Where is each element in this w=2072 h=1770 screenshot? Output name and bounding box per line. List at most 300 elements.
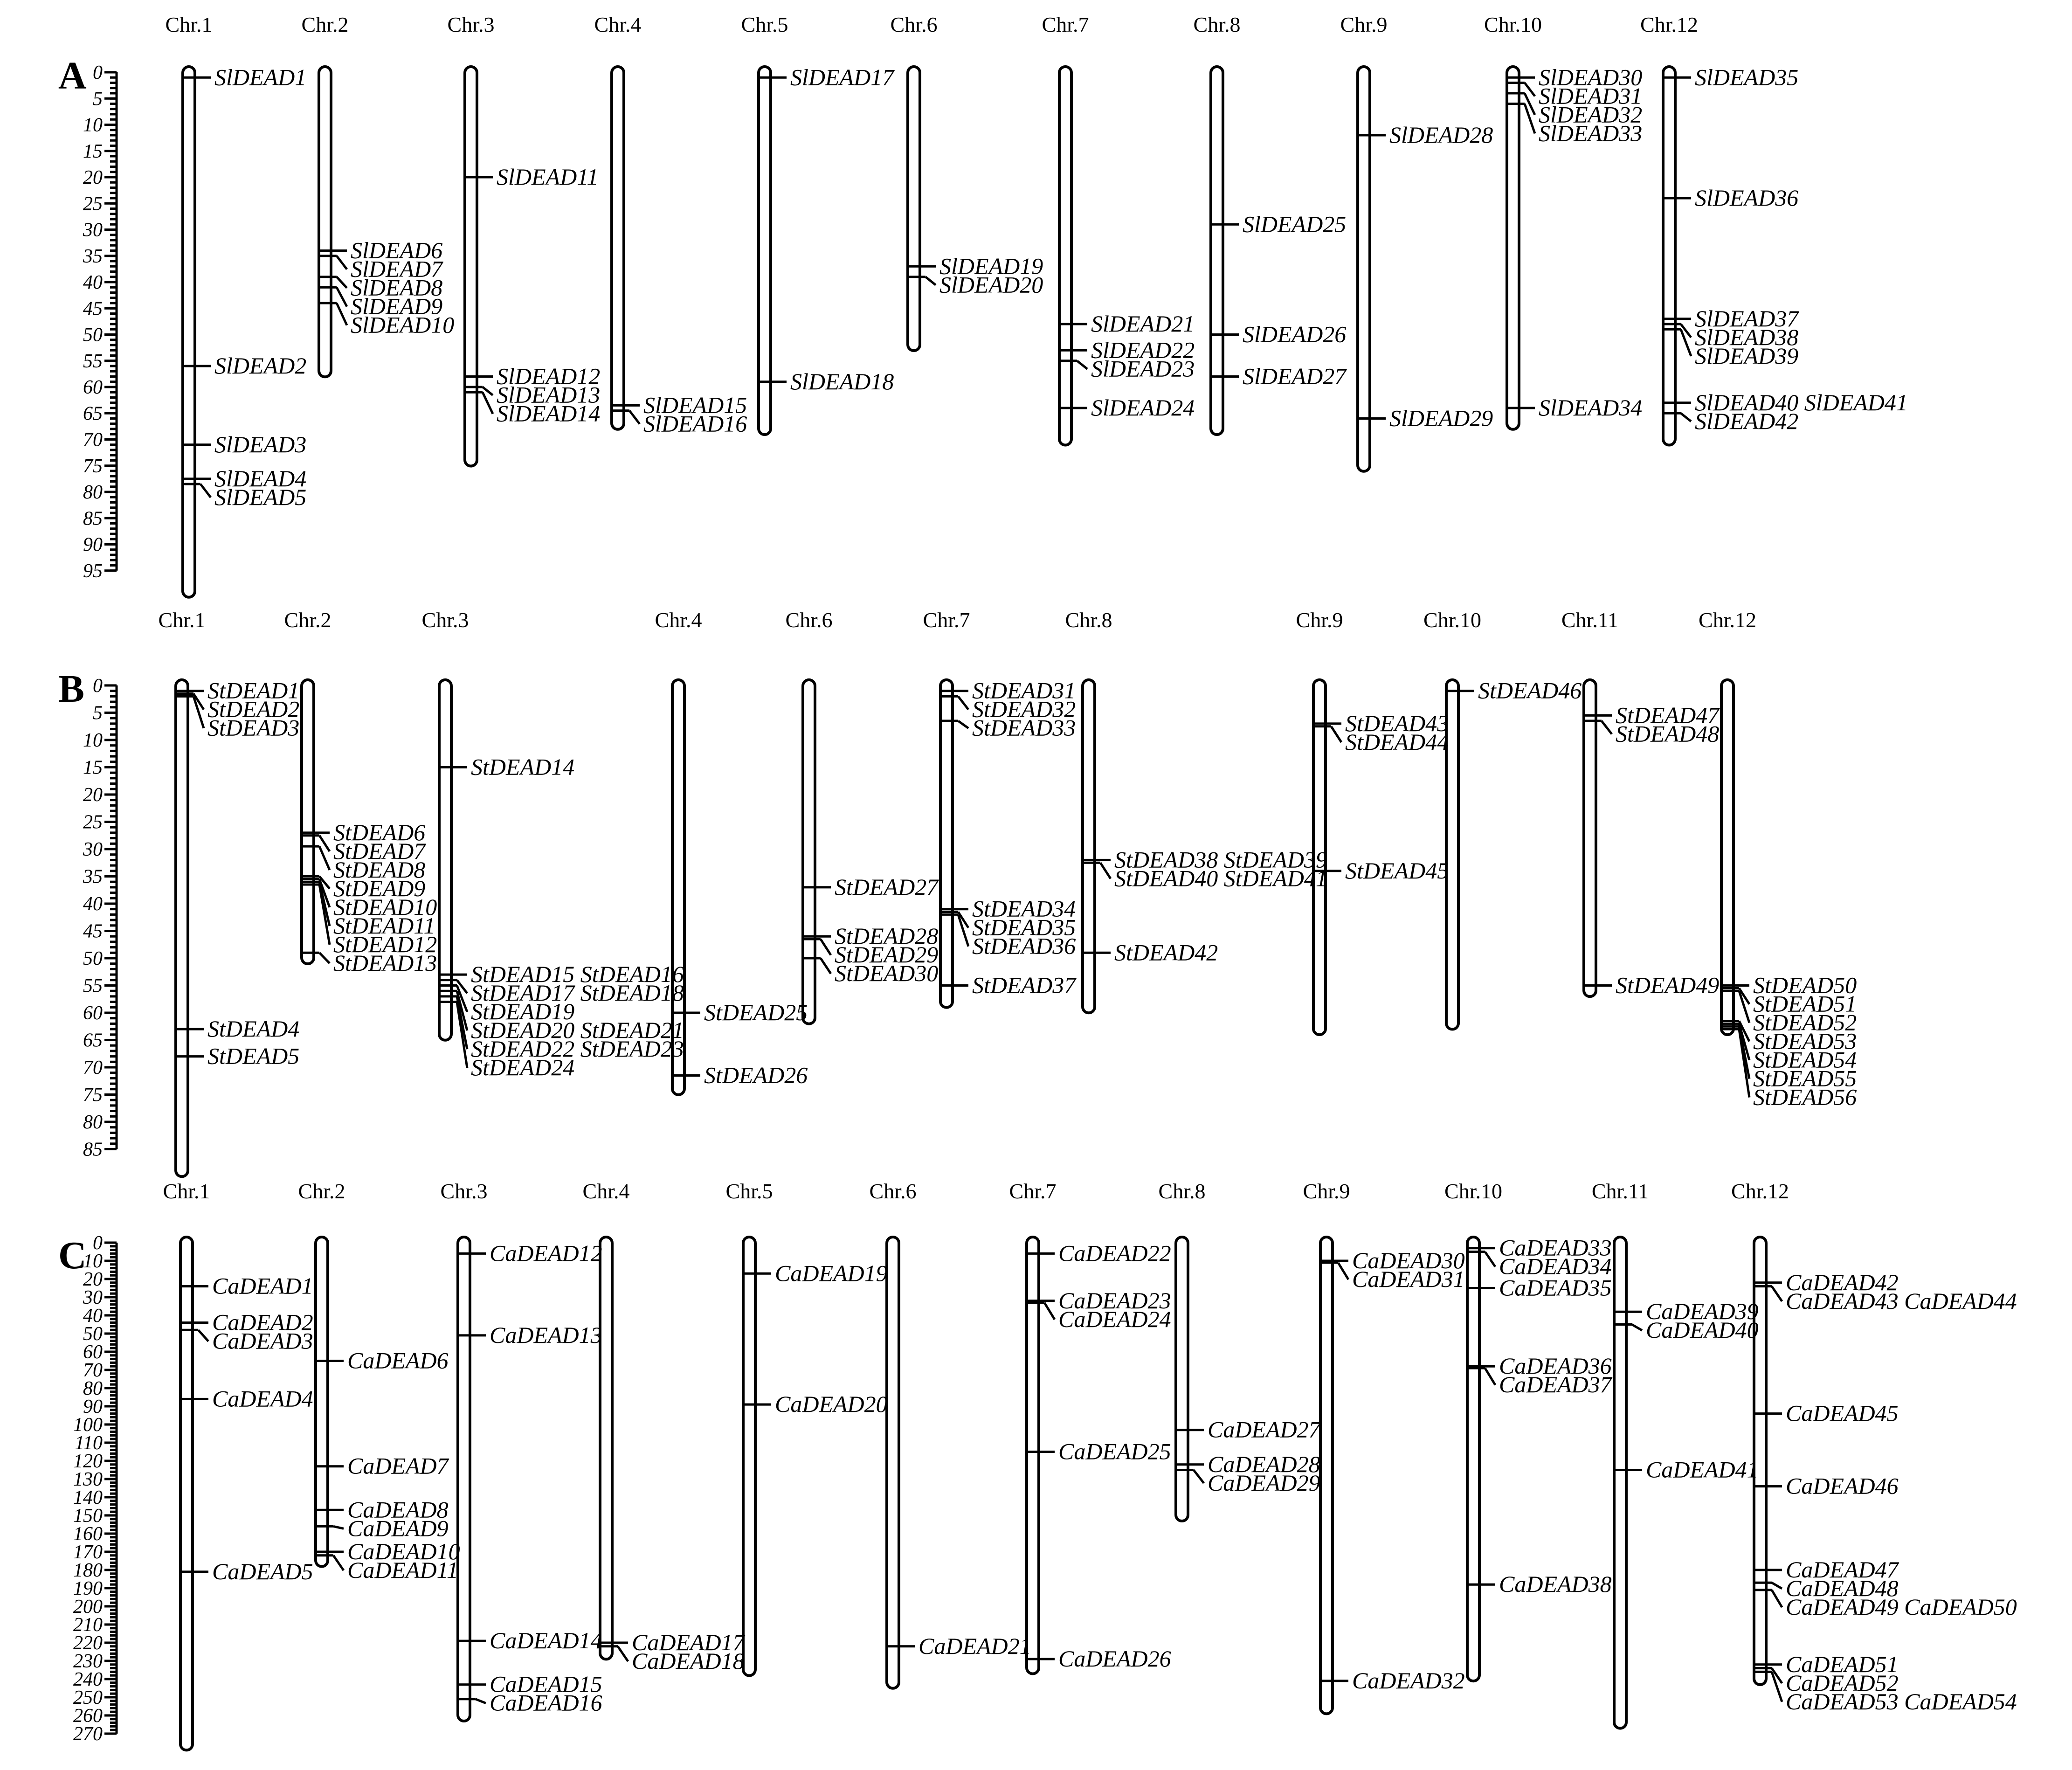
gene-marker bbox=[316, 1556, 458, 1583]
scale-tick-label: 80 bbox=[83, 1112, 103, 1133]
gene-label: SlDEAD30 bbox=[1539, 64, 1643, 90]
scale-tick-label: 120 bbox=[73, 1451, 103, 1472]
gene-label: SlDEAD7 bbox=[351, 256, 443, 282]
gene-leader-line bbox=[1485, 1252, 1495, 1267]
gene-label: StDEAD49 bbox=[1616, 972, 1720, 998]
gene-label: CaDEAD22 bbox=[1058, 1240, 1171, 1266]
gene-label: SlDEAD27 bbox=[1243, 363, 1347, 389]
gene-label: SlDEAD14 bbox=[497, 400, 601, 427]
gene-label: StDEAD46 bbox=[1478, 677, 1582, 704]
gene-label: SlDEAD13 bbox=[497, 381, 601, 408]
scale-tick-label: 90 bbox=[83, 1396, 103, 1417]
scale-tick-label: 10 bbox=[83, 1251, 103, 1272]
gene-marker bbox=[1614, 1317, 1759, 1343]
chromosome-bar bbox=[1176, 1237, 1188, 1521]
gene-label: StDEAD11 bbox=[333, 912, 435, 939]
gene-label: CaDEAD17 bbox=[632, 1629, 745, 1655]
gene-label: StDEAD34 bbox=[972, 895, 1076, 922]
chromosome-bar bbox=[908, 67, 920, 351]
gene-label: StDEAD50 bbox=[1753, 972, 1857, 998]
gene-label: CaDEAD48 bbox=[1786, 1575, 1899, 1601]
gene-leader-line bbox=[476, 1699, 486, 1703]
gene-leader-line bbox=[319, 953, 330, 963]
gene-label: CaDEAD43 CaDEAD44 bbox=[1786, 1287, 2017, 1314]
gene-label: StDEAD17 StDEAD18 bbox=[471, 980, 684, 1006]
gene-label: CaDEAD13 bbox=[490, 1321, 602, 1348]
gene-label: SlDEAD3 bbox=[214, 431, 307, 457]
scale-tick-label: 55 bbox=[83, 350, 103, 372]
chromosome-bar bbox=[176, 680, 188, 1176]
scale-tick-label: 5 bbox=[93, 88, 103, 110]
gene-label: SlDEAD8 bbox=[351, 274, 443, 301]
chromosome-bar bbox=[316, 1237, 328, 1567]
gene-label: StDEAD7 bbox=[333, 837, 426, 864]
scale-tick-label: 70 bbox=[83, 1057, 103, 1079]
gene-label: StDEAD45 bbox=[1345, 857, 1449, 884]
gene-marker bbox=[465, 164, 598, 190]
gene-marker bbox=[1027, 1303, 1171, 1332]
scale-tick-label: 0 bbox=[93, 675, 103, 697]
gene-label: CaDEAD15 bbox=[490, 1671, 602, 1697]
gene-label: StDEAD2 bbox=[207, 696, 300, 722]
gene-label: StDEAD48 bbox=[1616, 720, 1720, 747]
scale-tick-label: 30 bbox=[83, 839, 103, 860]
scale-tick-label: 0 bbox=[93, 62, 103, 83]
gene-label: CaDEAD36 bbox=[1499, 1353, 1612, 1379]
gene-label: SlDEAD19 bbox=[939, 253, 1043, 279]
gene-label: StDEAD4 bbox=[207, 1016, 300, 1042]
chromosome-chr1 bbox=[166, 13, 307, 597]
chromosome-chr8 bbox=[1065, 608, 1327, 1013]
chromosome-bar bbox=[1358, 67, 1370, 471]
gene-label: SlDEAD12 bbox=[497, 363, 601, 389]
gene-label: CaDEAD39 bbox=[1646, 1298, 1759, 1325]
gene-label: StDEAD53 bbox=[1753, 1028, 1857, 1054]
scale-tick-label: 220 bbox=[73, 1632, 103, 1654]
gene-marker bbox=[183, 353, 306, 379]
chromosome-chr12 bbox=[1640, 13, 1908, 445]
gene-label: CaDEAD14 bbox=[490, 1627, 602, 1654]
gene-marker bbox=[743, 1260, 888, 1286]
gene-leader-line bbox=[198, 1330, 208, 1341]
gene-label: CaDEAD33 bbox=[1499, 1234, 1612, 1261]
chromosome-chr3 bbox=[441, 1179, 602, 1721]
scale-tick-label: 150 bbox=[73, 1505, 103, 1527]
gene-label: StDEAD44 bbox=[1345, 728, 1449, 755]
gene-label: SlDEAD9 bbox=[351, 293, 443, 319]
gene-label: StDEAD33 bbox=[972, 714, 1076, 741]
gene-label: StDEAD52 bbox=[1753, 1009, 1857, 1036]
gene-label: StDEAD25 bbox=[704, 999, 808, 1025]
gene-label: StDEAD54 bbox=[1753, 1046, 1857, 1073]
chromosome-label: Chr.3 bbox=[421, 608, 469, 632]
gene-label: StDEAD14 bbox=[471, 754, 575, 780]
gene-label: SlDEAD16 bbox=[643, 410, 747, 437]
scale-tick-label: 85 bbox=[83, 1139, 103, 1161]
gene-label: CaDEAD52 bbox=[1786, 1669, 1899, 1696]
gene-label: CaDEAD23 bbox=[1058, 1287, 1171, 1314]
chromosome-chr2 bbox=[284, 608, 437, 976]
gene-marker bbox=[759, 64, 895, 90]
chromosome-label: Chr.9 bbox=[1340, 13, 1388, 36]
gene-leader-line bbox=[1602, 721, 1612, 734]
chromosome-bar bbox=[1083, 680, 1095, 1013]
gene-label: SlDEAD42 bbox=[1695, 408, 1799, 434]
gene-marker bbox=[759, 368, 894, 394]
gene-label: StDEAD55 bbox=[1753, 1065, 1857, 1092]
gene-label: StDEAD36 bbox=[972, 933, 1076, 959]
chromosome-label: Chr.12 bbox=[1699, 608, 1756, 632]
gene-label: StDEAD9 bbox=[333, 875, 426, 901]
gene-leader-line bbox=[200, 484, 211, 498]
gene-marker bbox=[302, 950, 437, 976]
chromosome-chr10 bbox=[1444, 1179, 1613, 1681]
chromosome-chr6 bbox=[891, 13, 1043, 351]
chromosome-chr3 bbox=[422, 608, 684, 1080]
gene-label: CaDEAD18 bbox=[632, 1648, 745, 1674]
gene-marker bbox=[183, 431, 306, 457]
chromosome-chr8 bbox=[1194, 13, 1347, 435]
chromosome-chr11 bbox=[1561, 608, 1720, 998]
gene-label: CaDEAD12 bbox=[490, 1240, 602, 1266]
gene-marker bbox=[1320, 1667, 1465, 1694]
scale-tick-label: 60 bbox=[83, 1341, 103, 1363]
gene-label: SlDEAD4 bbox=[214, 465, 307, 491]
gene-marker bbox=[183, 64, 306, 90]
gene-leader-line bbox=[1525, 104, 1535, 134]
gene-label: CaDEAD41 bbox=[1646, 1456, 1759, 1483]
gene-marker bbox=[1754, 1400, 1899, 1426]
chromosome-label: Chr.10 bbox=[1444, 1179, 1502, 1203]
chromosome-chr4 bbox=[594, 13, 747, 436]
gene-marker bbox=[803, 958, 938, 986]
scale-bar bbox=[83, 675, 117, 1161]
gene-marker bbox=[1467, 1571, 1612, 1597]
gene-label: CaDEAD35 bbox=[1499, 1274, 1612, 1301]
scale-tick-label: 140 bbox=[73, 1487, 103, 1508]
gene-leader-line bbox=[1100, 863, 1111, 878]
gene-marker bbox=[1663, 408, 1798, 434]
gene-leader-line bbox=[1772, 1286, 1782, 1301]
gene-marker bbox=[1176, 1470, 1320, 1496]
gene-marker bbox=[1507, 394, 1642, 421]
scale-tick-label: 160 bbox=[73, 1523, 103, 1545]
gene-label: CaDEAD30 bbox=[1352, 1247, 1465, 1273]
chromosome-label: Chr.4 bbox=[594, 13, 642, 36]
chromosome-chr5 bbox=[741, 13, 895, 435]
gene-marker bbox=[908, 271, 1043, 297]
scale-tick-label: 0 bbox=[93, 1232, 103, 1254]
gene-marker bbox=[180, 1328, 313, 1354]
gene-label: CaDEAD53 CaDEAD54 bbox=[1786, 1688, 2017, 1715]
gene-label: SlDEAD35 bbox=[1695, 64, 1799, 90]
gene-marker bbox=[180, 1385, 313, 1411]
gene-leader-line bbox=[333, 1526, 344, 1528]
gene-label: SlDEAD37 bbox=[1695, 305, 1799, 332]
scale-tick-label: 80 bbox=[83, 1378, 103, 1399]
gene-label: CaDEAD47 bbox=[1786, 1556, 1899, 1583]
chromosome-chr9 bbox=[1296, 608, 1449, 1035]
gene-label: StDEAD24 bbox=[471, 1054, 575, 1081]
gene-leader-line bbox=[1077, 361, 1087, 369]
chromosome-chr6 bbox=[870, 1179, 1031, 1688]
gene-label: CaDEAD1 bbox=[212, 1272, 313, 1299]
gene-marker bbox=[1313, 726, 1449, 755]
chromosome-label: Chr.11 bbox=[1561, 608, 1619, 632]
gene-marker bbox=[1320, 1263, 1465, 1292]
gene-marker bbox=[1584, 720, 1719, 747]
scale-tick-label: 250 bbox=[73, 1687, 103, 1708]
chromosome-label: Chr.6 bbox=[785, 608, 833, 632]
scale-tick-label: 270 bbox=[73, 1723, 103, 1745]
gene-label: SlDEAD22 bbox=[1091, 337, 1195, 363]
chromosome-bar bbox=[302, 680, 314, 964]
chromosome-bar bbox=[803, 680, 815, 1024]
chromosome-chr2 bbox=[302, 13, 455, 377]
scale-tick-label: 180 bbox=[73, 1560, 103, 1581]
gene-label: SlDEAD29 bbox=[1389, 405, 1493, 431]
chromosome-chr8 bbox=[1159, 1179, 1321, 1521]
scale-tick-label: 20 bbox=[83, 784, 103, 806]
gene-marker bbox=[316, 1453, 449, 1479]
chromosome-bar bbox=[887, 1237, 899, 1688]
chromosome-label: Chr.12 bbox=[1640, 13, 1698, 36]
gene-label: CaDEAD28 bbox=[1208, 1451, 1320, 1477]
gene-marker bbox=[1211, 211, 1346, 237]
gene-label: CaDEAD10 bbox=[347, 1538, 460, 1564]
gene-label: CaDEAD25 bbox=[1058, 1438, 1171, 1465]
gene-label: SlDEAD15 bbox=[643, 392, 747, 418]
chromosome-label: Chr.6 bbox=[869, 1179, 917, 1203]
scale-tick-label: 45 bbox=[83, 920, 103, 942]
gene-label: CaDEAD29 bbox=[1208, 1469, 1320, 1496]
gene-label: SlDEAD17 bbox=[790, 64, 894, 90]
gene-label: CaDEAD38 bbox=[1499, 1571, 1612, 1597]
scale-tick-label: 80 bbox=[83, 482, 103, 503]
scale-tick-label: 40 bbox=[83, 272, 103, 293]
gene-marker bbox=[1176, 1417, 1321, 1443]
chromosome-chr11 bbox=[1592, 1179, 1759, 1729]
gene-label: SlDEAD34 bbox=[1539, 394, 1643, 421]
gene-marker bbox=[176, 1043, 299, 1069]
gene-label: StDEAD27 bbox=[835, 873, 939, 900]
gene-label: CaDEAD26 bbox=[1058, 1646, 1171, 1672]
chromosome-label: Chr.2 bbox=[301, 13, 349, 36]
scale-tick-label: 70 bbox=[83, 429, 103, 451]
gene-label: CaDEAD2 bbox=[212, 1309, 313, 1335]
chromosome-label: Chr.11 bbox=[1591, 1179, 1649, 1203]
gene-leader-line bbox=[821, 939, 831, 955]
chromosome-label: Chr.7 bbox=[1009, 1179, 1057, 1203]
gene-label: SlDEAD31 bbox=[1539, 83, 1643, 109]
gene-label: SlDEAD1 bbox=[214, 64, 307, 90]
gene-marker bbox=[940, 715, 1076, 741]
gene-leader-line bbox=[629, 411, 640, 424]
chromosome-bar bbox=[183, 67, 195, 597]
chromosome-bar bbox=[1721, 680, 1734, 1035]
gene-label: StDEAD37 bbox=[972, 972, 1076, 998]
gene-label: CaDEAD27 bbox=[1208, 1416, 1320, 1443]
gene-leader-line bbox=[1681, 329, 1691, 356]
gene-leader-line bbox=[1485, 1368, 1495, 1385]
panel-label: A bbox=[58, 54, 87, 97]
gene-label: StDEAD28 bbox=[835, 923, 939, 949]
gene-marker bbox=[1614, 1457, 1759, 1483]
scale-tick-label: 55 bbox=[83, 975, 103, 997]
chromosome-label: Chr.12 bbox=[1731, 1179, 1789, 1203]
scale-tick-label: 130 bbox=[73, 1469, 103, 1490]
scale-tick-label: 65 bbox=[83, 1030, 103, 1051]
chromosome-chr1 bbox=[159, 608, 300, 1176]
gene-marker bbox=[1211, 363, 1347, 389]
chromosome-bar bbox=[759, 67, 771, 435]
gene-marker bbox=[1211, 321, 1346, 347]
chromosome-bar bbox=[1059, 67, 1071, 445]
gene-leader-line bbox=[958, 721, 968, 728]
scale-tick-label: 100 bbox=[73, 1414, 103, 1436]
chromosome-chr6 bbox=[786, 608, 939, 1024]
gene-label: CaDEAD11 bbox=[347, 1557, 458, 1583]
gene-leader-line bbox=[1632, 1325, 1642, 1331]
scale-tick-label: 65 bbox=[83, 403, 103, 425]
panel-label: B bbox=[58, 667, 85, 711]
chromosome-label: Chr.8 bbox=[1193, 13, 1241, 36]
gene-label: SlDEAD39 bbox=[1695, 342, 1799, 369]
gene-label: StDEAD40 StDEAD41 bbox=[1114, 865, 1327, 892]
gene-label: CaDEAD51 bbox=[1786, 1651, 1899, 1677]
gene-label: SlDEAD10 bbox=[351, 311, 455, 338]
panel-A bbox=[58, 13, 1908, 597]
gene-label: SlDEAD21 bbox=[1091, 311, 1195, 337]
scale-tick-label: 30 bbox=[83, 219, 103, 241]
scale-tick-label: 20 bbox=[83, 1269, 103, 1290]
scale-tick-label: 10 bbox=[83, 114, 103, 136]
gene-leader-line bbox=[333, 1556, 344, 1570]
gene-marker bbox=[458, 1690, 602, 1716]
scale-tick-label: 20 bbox=[83, 167, 103, 188]
gene-leader-line bbox=[925, 277, 936, 285]
scale-tick-label: 170 bbox=[73, 1542, 103, 1563]
gene-leader-line bbox=[337, 277, 347, 288]
scale-tick-label: 50 bbox=[83, 324, 103, 346]
gene-marker bbox=[180, 1273, 313, 1299]
gene-label: CaDEAD4 bbox=[212, 1385, 313, 1412]
gene-marker bbox=[1358, 122, 1493, 148]
gene-label: StDEAD15 StDEAD16 bbox=[471, 961, 684, 988]
scale-tick-label: 10 bbox=[83, 730, 103, 751]
gene-label: CaDEAD7 bbox=[347, 1452, 449, 1479]
chromosome-bar bbox=[612, 67, 624, 429]
chromosome-label: Chr.3 bbox=[447, 13, 495, 36]
gene-label: CaDEAD32 bbox=[1352, 1667, 1465, 1694]
gene-label: StDEAD43 bbox=[1345, 710, 1449, 736]
gene-leader-line bbox=[1772, 1590, 1782, 1607]
gene-label: SlDEAD24 bbox=[1091, 394, 1195, 421]
gene-marker bbox=[1446, 678, 1582, 704]
scale-bar bbox=[73, 1232, 117, 1745]
gene-label: CaDEAD45 bbox=[1786, 1400, 1899, 1426]
gene-marker bbox=[439, 754, 574, 780]
gene-label: SlDEAD33 bbox=[1539, 120, 1643, 146]
gene-label: StDEAD32 bbox=[972, 696, 1076, 722]
scale-tick-label: 75 bbox=[83, 455, 103, 477]
scale-tick-label: 230 bbox=[73, 1651, 103, 1672]
gene-marker bbox=[1059, 311, 1195, 337]
chromosome-label: Chr.1 bbox=[163, 1179, 210, 1203]
gene-label: CaDEAD24 bbox=[1058, 1306, 1171, 1332]
scale-tick-label: 25 bbox=[83, 811, 103, 833]
gene-marker bbox=[1059, 394, 1195, 421]
gene-label: StDEAD29 bbox=[835, 941, 939, 968]
gene-marker bbox=[316, 1348, 449, 1374]
gene-label: CaDEAD42 bbox=[1786, 1269, 1899, 1295]
chromosome-bar bbox=[465, 67, 477, 466]
scale-tick-label: 110 bbox=[75, 1432, 103, 1454]
gene-label: SlDEAD40 SlDEAD41 bbox=[1695, 389, 1908, 415]
gene-leader-line bbox=[1331, 726, 1341, 742]
gene-marker bbox=[316, 1515, 449, 1541]
chromosome-bar bbox=[1211, 67, 1223, 435]
gene-marker bbox=[1083, 939, 1218, 965]
chromosome-label: Chr.4 bbox=[582, 1179, 630, 1203]
chromosome-chr10 bbox=[1484, 13, 1642, 429]
chromosome-label: Chr.1 bbox=[158, 608, 206, 632]
gene-label: CaDEAD20 bbox=[775, 1391, 888, 1417]
chromosome-chr7 bbox=[923, 608, 1077, 1008]
scale-tick-label: 240 bbox=[73, 1669, 103, 1690]
gene-marker bbox=[672, 999, 808, 1025]
gene-marker bbox=[1584, 972, 1719, 998]
gene-label: CaDEAD5 bbox=[212, 1558, 313, 1584]
scale-tick-label: 25 bbox=[83, 193, 103, 215]
gene-label: StDEAD35 bbox=[972, 914, 1076, 940]
scale-bar bbox=[83, 62, 117, 582]
gene-leader-line bbox=[1044, 1303, 1055, 1320]
gene-label: SlDEAD28 bbox=[1389, 122, 1493, 148]
gene-label: SlDEAD26 bbox=[1243, 321, 1347, 347]
chromosome-bar bbox=[743, 1237, 755, 1676]
scale-tick-label: 50 bbox=[83, 1323, 103, 1345]
gene-leader-line bbox=[337, 303, 347, 325]
chromosome-chr5 bbox=[726, 1179, 888, 1676]
chromosome-chr3 bbox=[448, 13, 601, 466]
gene-label: SlDEAD5 bbox=[214, 484, 307, 510]
scale-tick-label: 60 bbox=[83, 377, 103, 398]
gene-marker bbox=[183, 484, 306, 510]
gene-leader-line bbox=[483, 392, 493, 414]
gene-label: SlDEAD6 bbox=[351, 237, 443, 263]
scale-tick-label: 35 bbox=[83, 866, 103, 888]
chromosome-label: Chr.10 bbox=[1423, 608, 1481, 632]
chromosome-label: Chr.8 bbox=[1158, 1179, 1206, 1203]
gene-label: SlDEAD38 bbox=[1695, 324, 1799, 350]
gene-leader-line bbox=[958, 696, 968, 709]
gene-leader-line bbox=[337, 256, 347, 270]
gene-label: SlDEAD23 bbox=[1091, 355, 1195, 382]
gene-label: StDEAD5 bbox=[207, 1043, 300, 1069]
gene-label: StDEAD22 StDEAD23 bbox=[471, 1036, 684, 1062]
chromosome-label: Chr.8 bbox=[1065, 608, 1112, 632]
gene-marker bbox=[743, 1391, 888, 1417]
gene-marker bbox=[458, 1322, 602, 1348]
gene-marker bbox=[458, 1627, 602, 1653]
chromosome-chr4 bbox=[583, 1179, 746, 1674]
chromosome-label: Chr.7 bbox=[1042, 13, 1089, 36]
scale-tick-label: 35 bbox=[83, 245, 103, 267]
gene-marker bbox=[1467, 1275, 1612, 1301]
gene-label: StDEAD13 bbox=[333, 949, 437, 976]
gene-marker bbox=[1083, 863, 1327, 891]
